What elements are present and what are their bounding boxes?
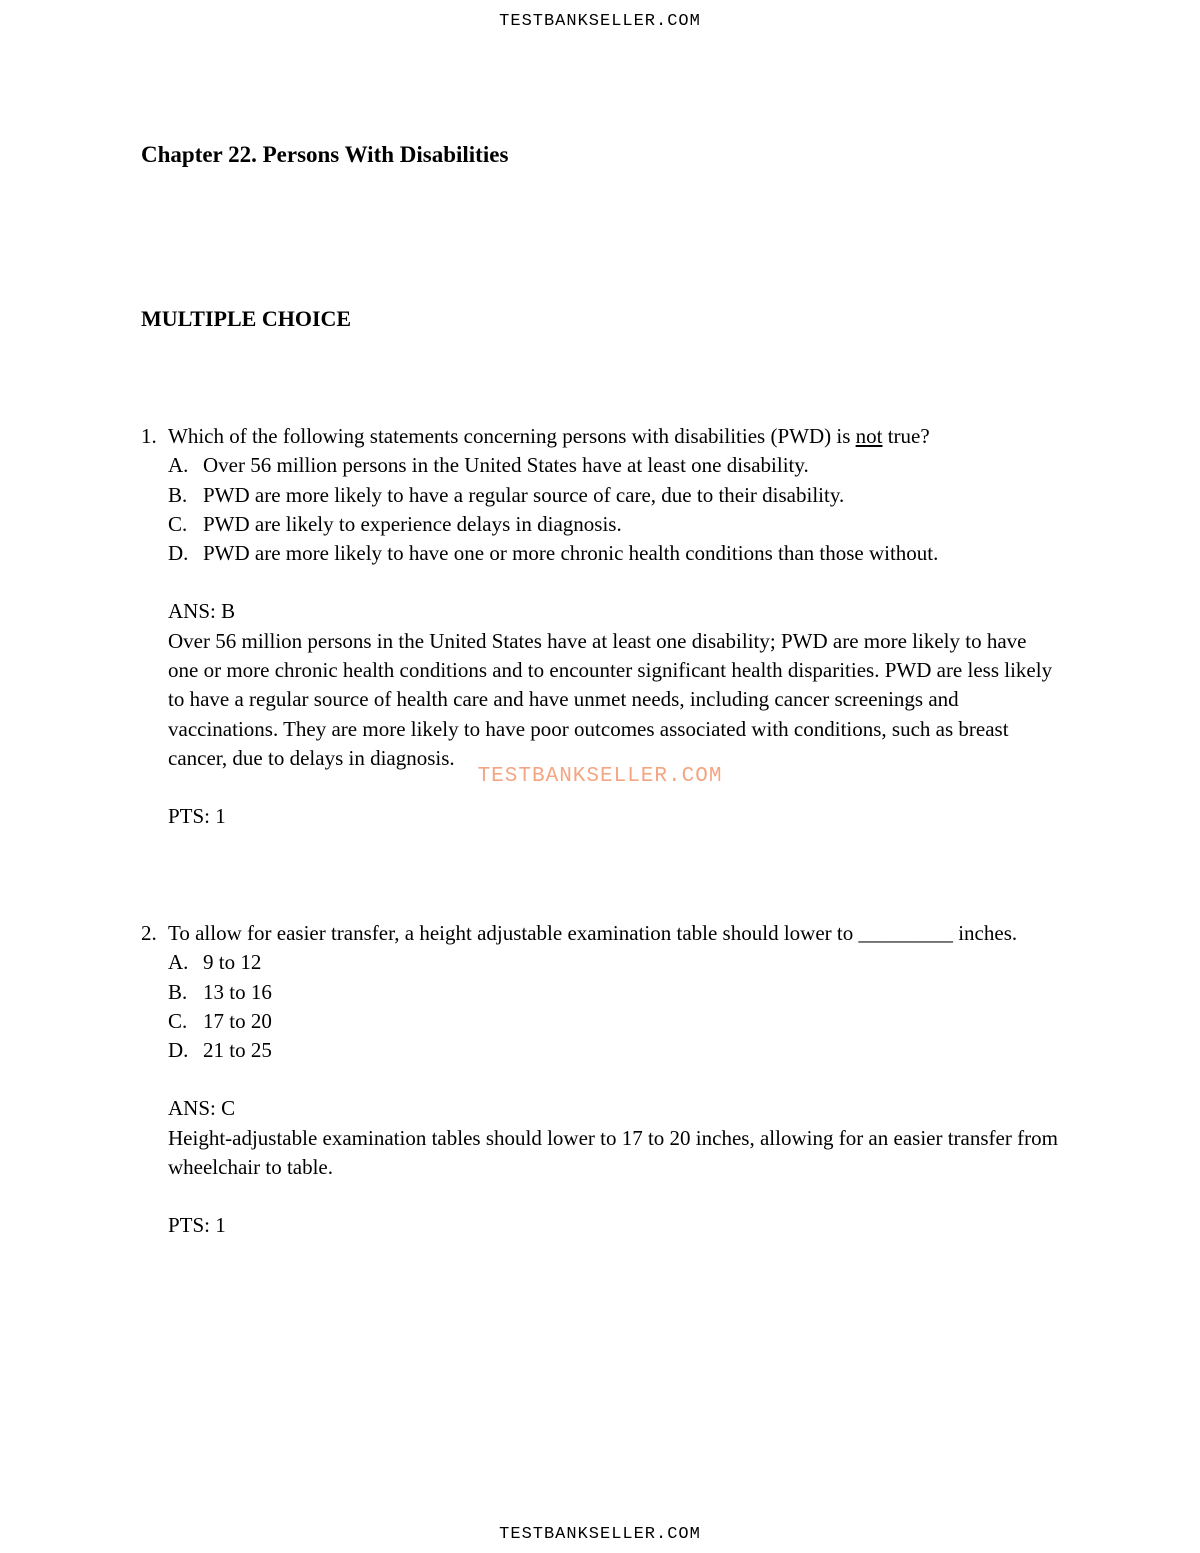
option-letter: D. [168,541,189,566]
option-b [168,978,1061,1007]
option-text: 21 to 25 [203,1038,272,1063]
option-text: 9 to 12 [203,950,262,975]
option-text: 17 to 20 [203,1008,272,1033]
option-letter: C. [168,1008,188,1033]
question-text: To allow for easier transfer, a height adjustable examination table should lower to _________ inches. [168,921,1018,945]
watermark: TESTBANKSELLER.COM [477,765,723,788]
option-text: Over 56 million persons in the United States have at least one disability. [203,453,809,478]
option-letter: A. [168,950,189,975]
option-d [168,1036,1061,1065]
option-c [168,1007,1061,1036]
answer-block [168,597,1061,773]
answer-rationale: Height-adjustable examination tables should lower to 17 to 20 inches, allowing for an easier transfer from wheelchair to table. [168,1125,1058,1180]
option-letter: D. [168,1038,189,1063]
answer-key: ANS: B [168,599,236,624]
question-2 [141,919,1061,1241]
question-stem [141,919,1061,948]
option-d [168,539,1061,568]
points: PTS: 1 [168,1213,226,1238]
option-text: PWD are more likely to have one or more chronic health conditions than those without. [203,541,939,566]
question-number: 2. [141,921,157,945]
question-number: 1. [141,424,157,448]
option-text: 13 to 16 [203,979,272,1004]
option-letter: C. [168,511,188,536]
chapter-title: Chapter 22. Persons With Disabilities [141,142,509,167]
footer-site-mark: TESTBANKSELLER.COM [499,1525,701,1544]
answer-block [168,1094,1061,1182]
option-a [168,948,1061,977]
option-text: PWD are likely to experience delays in diagnosis. [203,511,622,536]
question-text [168,422,1061,451]
emphasized-word: not [855,424,883,448]
answer-rationale: Over 56 million persons in the United States have at least one disability; PWD are more likely to have one or more chronic health conditions and to encounter significant health disparities. PWD are less likely to have a regular source of health care and have unmet needs, including cancer screenings and vaccinations. They are more likely to have poor outcomes associated with conditions, such as breast cancer, due to delays in diagnosis. [168,628,1053,770]
header-site-mark: TESTBANKSELLER.COM [499,12,701,31]
option-letter: A. [168,453,189,478]
answer-key: ANS: C [168,1096,236,1121]
option-b [168,481,1061,510]
option-a [168,451,1061,480]
answer-options [168,948,1061,1065]
question-text-start: Which of the following statements concerning persons with disabilities (PWD) is [168,424,856,448]
option-text: PWD are more likely to have a regular source of care, due to their disability. [203,482,845,507]
option-letter: B. [168,979,188,1004]
option-letter: B. [168,482,188,507]
points: PTS: 1 [168,804,226,829]
answer-options [168,451,1061,568]
section-title: MULTIPLE CHOICE [141,306,352,331]
option-c [168,510,1061,539]
question-stem [141,422,1061,451]
question-text-end: true? [882,424,930,448]
